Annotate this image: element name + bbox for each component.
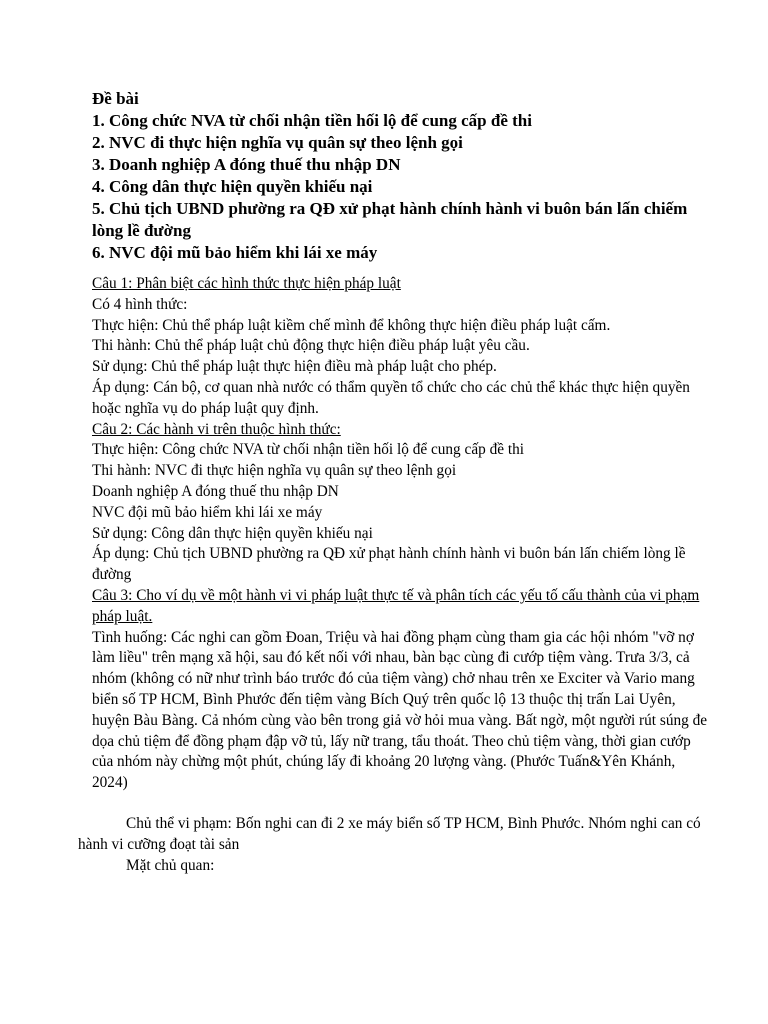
q2-line: Áp dụng: Chủ tịch UBND phường ra QĐ xử phạt hành chính hành vi buôn bán lấn chiếm lòng lề đường <box>92 545 686 584</box>
q3-situation: Tình huống: Các nghi can gồm Đoan, Triệu và hai đồng phạm cùng tham gia các hội nhóm "vỡ nợ làm liều" trên mạng xã hội, sau đó kết nối với nhau, bàn bạc cùng đi cướp tiệm vàng. Trưa 3/3, cả nhóm (không có nữ như trình báo trước đó của tiệm vàng) chở nhau trên xe Exciter và Vario mang biển số TP HCM, Bình Phước đến tiệm vàng Bích Quý trên quốc lộ 13 thuộc thị trấn Lai Uyên, huyện Bàu Bàng. Cả nhóm cùng vào bên trong giả vờ hỏi mua vàng. Bất ngờ, một người rút súng đe dọa chủ tiệm để đồng phạm đập vỡ tủ, lấy nữ trang, tẩu thoát. Theo chủ tiệm vàng, thời gian cướp của nhóm này chừng một phút, chúng lấy đi khoảng 20 lượng vàng. (Phước Tuấn&Yên Khánh, 2024) <box>92 628 708 792</box>
q2-line: Thực hiện: Công chức NVA từ chối nhận tiền hối lộ để cung cấp đề thi <box>92 441 524 459</box>
q1-line: Thực hiện: Chủ thể pháp luật kiềm chế mình để không thực hiện điều pháp luật cấm. <box>92 316 611 334</box>
q3-heading: Câu 3: Cho ví dụ về một hành vi vi pháp luật thực tế và phân tích các yếu tố cấu thành của vi phạm pháp luật. <box>92 586 700 625</box>
q2-line: NVC đội mũ bảo hiểm khi lái xe máy <box>92 503 323 521</box>
exercise-item: 4. Công dân thực hiện quyền khiếu nại <box>92 177 373 196</box>
q1-line: Sử dụng: Chủ thể pháp luật thực hiện điều mà pháp luật cho phép. <box>92 358 497 376</box>
paragraph-gap <box>92 794 712 814</box>
q3-subject: Chủ thể vi phạm: Bốn nghi can đi 2 xe máy biển số TP HCM, Bình Phước. Nhóm nghi can có hành vi cưỡng đoạt tài sản <box>78 814 701 853</box>
q3-analysis <box>78 814 718 876</box>
exercise-section <box>92 88 712 264</box>
q3-subjective-side: Mặt chủ quan: <box>126 856 215 874</box>
exercise-item: 6. NVC đội mũ bảo hiểm khi lái xe máy <box>92 243 378 262</box>
q1-line: Áp dụng: Cán bộ, cơ quan nhà nước có thẩm quyền tổ chức cho các chủ thể khác thực hiện quyền hoặc nghĩa vụ do pháp luật quy định. <box>92 378 690 417</box>
exercise-item: 5. Chủ tịch UBND phường ra QĐ xử phạt hành chính hành vi buôn bán lấn chiếm lòng lề đường <box>92 199 688 240</box>
q2-line: Sử dụng: Công dân thực hiện quyền khiếu nại <box>92 524 373 542</box>
q2-heading: Câu 2: Các hành vi trên thuộc hình thức: <box>92 420 341 438</box>
q1-line: Có 4 hình thức: <box>92 295 188 313</box>
q1-heading: Câu 1: Phân biệt các hình thức thực hiện pháp luật <box>92 275 401 292</box>
answer-section <box>78 274 712 876</box>
q2-line: Thi hành: NVC đi thực hiện nghĩa vụ quân sự theo lệnh gọi <box>92 462 457 480</box>
q1-line: Thi hành: Chủ thể pháp luật chủ động thực hiện điều pháp luật yêu cầu. <box>92 337 530 355</box>
exercise-item: 1. Công chức NVA từ chối nhận tiền hối lộ để cung cấp đề thi <box>92 111 532 130</box>
exercise-item: 3. Doanh nghiệp A đóng thuế thu nhập DN <box>92 155 401 174</box>
exercise-item: 2. NVC đi thực hiện nghĩa vụ quân sự theo lệnh gọi <box>92 133 463 152</box>
exercise-title: Đề bài <box>92 89 139 108</box>
document-page <box>78 88 712 876</box>
q2-line: Doanh nghiệp A đóng thuế thu nhập DN <box>92 482 339 500</box>
